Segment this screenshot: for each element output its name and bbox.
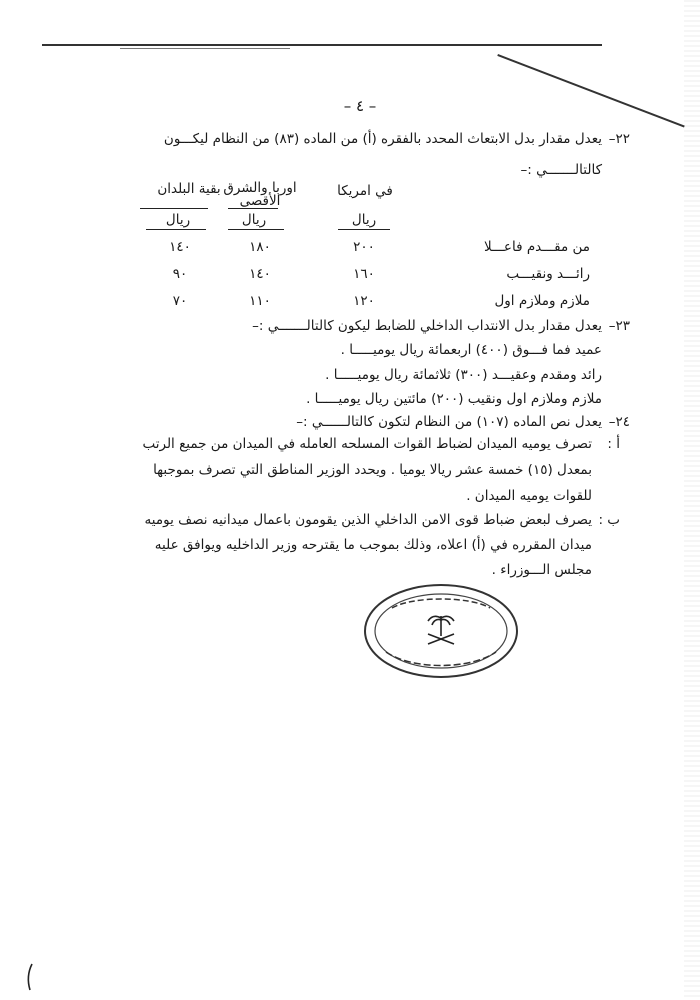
scan-edge-noise	[684, 0, 700, 1000]
row2-rank: رائـــد ونقيـــب	[506, 266, 590, 282]
row2-rest: ٩٠	[172, 266, 188, 282]
col-header-europe-line2: الأقصى	[239, 193, 281, 209]
item24-text: يعدل نص الماده (١٠٧) من النظام لتكون كالتالــــــي :–	[296, 414, 602, 430]
item24-para-b-label: ب :	[598, 512, 620, 528]
item23-line2: رائد ومقدم وعقيـــد (٣٠٠) ثلاثمائة ريال يوميـــــا .	[325, 367, 602, 383]
item23-number: ٢٣–	[608, 318, 630, 334]
item24-para-b-line3: مجلس الـــوزراء .	[491, 562, 592, 578]
row1-rank: من مقـــدم فاعـــلا	[483, 239, 590, 255]
item24-para-a-line1: تصرف يوميه الميدان لضباط القوات المسلحه العامله في الميدان من جميع الرتب	[142, 436, 592, 452]
item22-text-line1: يعدل مقدار بدل الابتعاث المحدد بالفقره (أ) من الماده (٨٣) من النظام ليكـــون	[163, 131, 602, 147]
item23-line3: ملازم وملازم اول ونقيب (٢٠٠) مائتين ريال يوميـــــا .	[306, 391, 602, 407]
row3-europe: ١١٠	[249, 293, 271, 309]
unit-america-underline	[338, 229, 390, 230]
row3-america: ١٢٠	[353, 293, 375, 309]
row3-rest: ٧٠	[172, 293, 188, 309]
diagonal-scratch-mark	[497, 54, 684, 128]
item23-text: يعدل مقدار بدل الانتداب الداخلي للضابط ليكون كالتالـــــــي :–	[252, 318, 602, 334]
margin-pen-mark	[24, 962, 38, 992]
row1-europe: ١٨٠	[249, 239, 271, 255]
row1-rest: ١٤٠	[169, 239, 191, 255]
item24-para-a-label: أ :	[607, 436, 620, 452]
item24-para-a-line3: للقوات يوميه الميدان .	[466, 488, 592, 504]
unit-europe: ريال	[241, 212, 267, 228]
row2-europe: ١٤٠	[249, 266, 271, 282]
unit-rest: ريال	[165, 212, 191, 228]
col-header-europe-underline	[228, 208, 278, 209]
unit-america: ريال	[351, 212, 377, 228]
palm-and-swords-emblem	[428, 616, 454, 644]
item24-number: ٢٤–	[608, 414, 630, 430]
col-header-rest-underline	[140, 208, 208, 209]
col-header-rest: بقية البلدان	[157, 181, 221, 197]
page-number: – ٤ –	[343, 97, 377, 115]
item23-line1: عميد فما فـــوق (٤٠٠) اربعمائة ريال يوميـــــا .	[340, 342, 602, 358]
row2-america: ١٦٠	[353, 266, 375, 282]
item24-para-b-line1: يصرف لبعض ضباط قوى الامن الداخلي الذين يقومون باعمال ميدانيه نصف يوميه	[144, 512, 592, 528]
item22-text-line2: كالتالـــــــي :–	[520, 162, 602, 178]
item24-para-b-line2: ميدان المقرره في (أ) اعلاه، وذلك بموجب ما يقترحه وزير الداخليه ويوافق عليه	[154, 537, 592, 553]
col-header-europe-line1: اوربا والشرق	[223, 180, 297, 196]
row3-rank: ملازم وملازم اول	[494, 293, 590, 309]
header-rule	[42, 44, 602, 46]
header-rule-secondary	[120, 48, 290, 49]
item22-number: ٢٢–	[608, 131, 630, 147]
unit-europe-underline	[228, 229, 284, 230]
row1-america: ٢٠٠	[353, 239, 375, 255]
official-seal-stamp	[362, 582, 520, 680]
col-header-america: في امريكا	[337, 183, 393, 199]
item24-para-a-line2: بمعدل (١٥) خمسة عشر ريالا يوميا . ويحدد الوزير المناطق التي تصرف بموجبها	[153, 462, 592, 478]
unit-rest-underline	[146, 229, 206, 230]
